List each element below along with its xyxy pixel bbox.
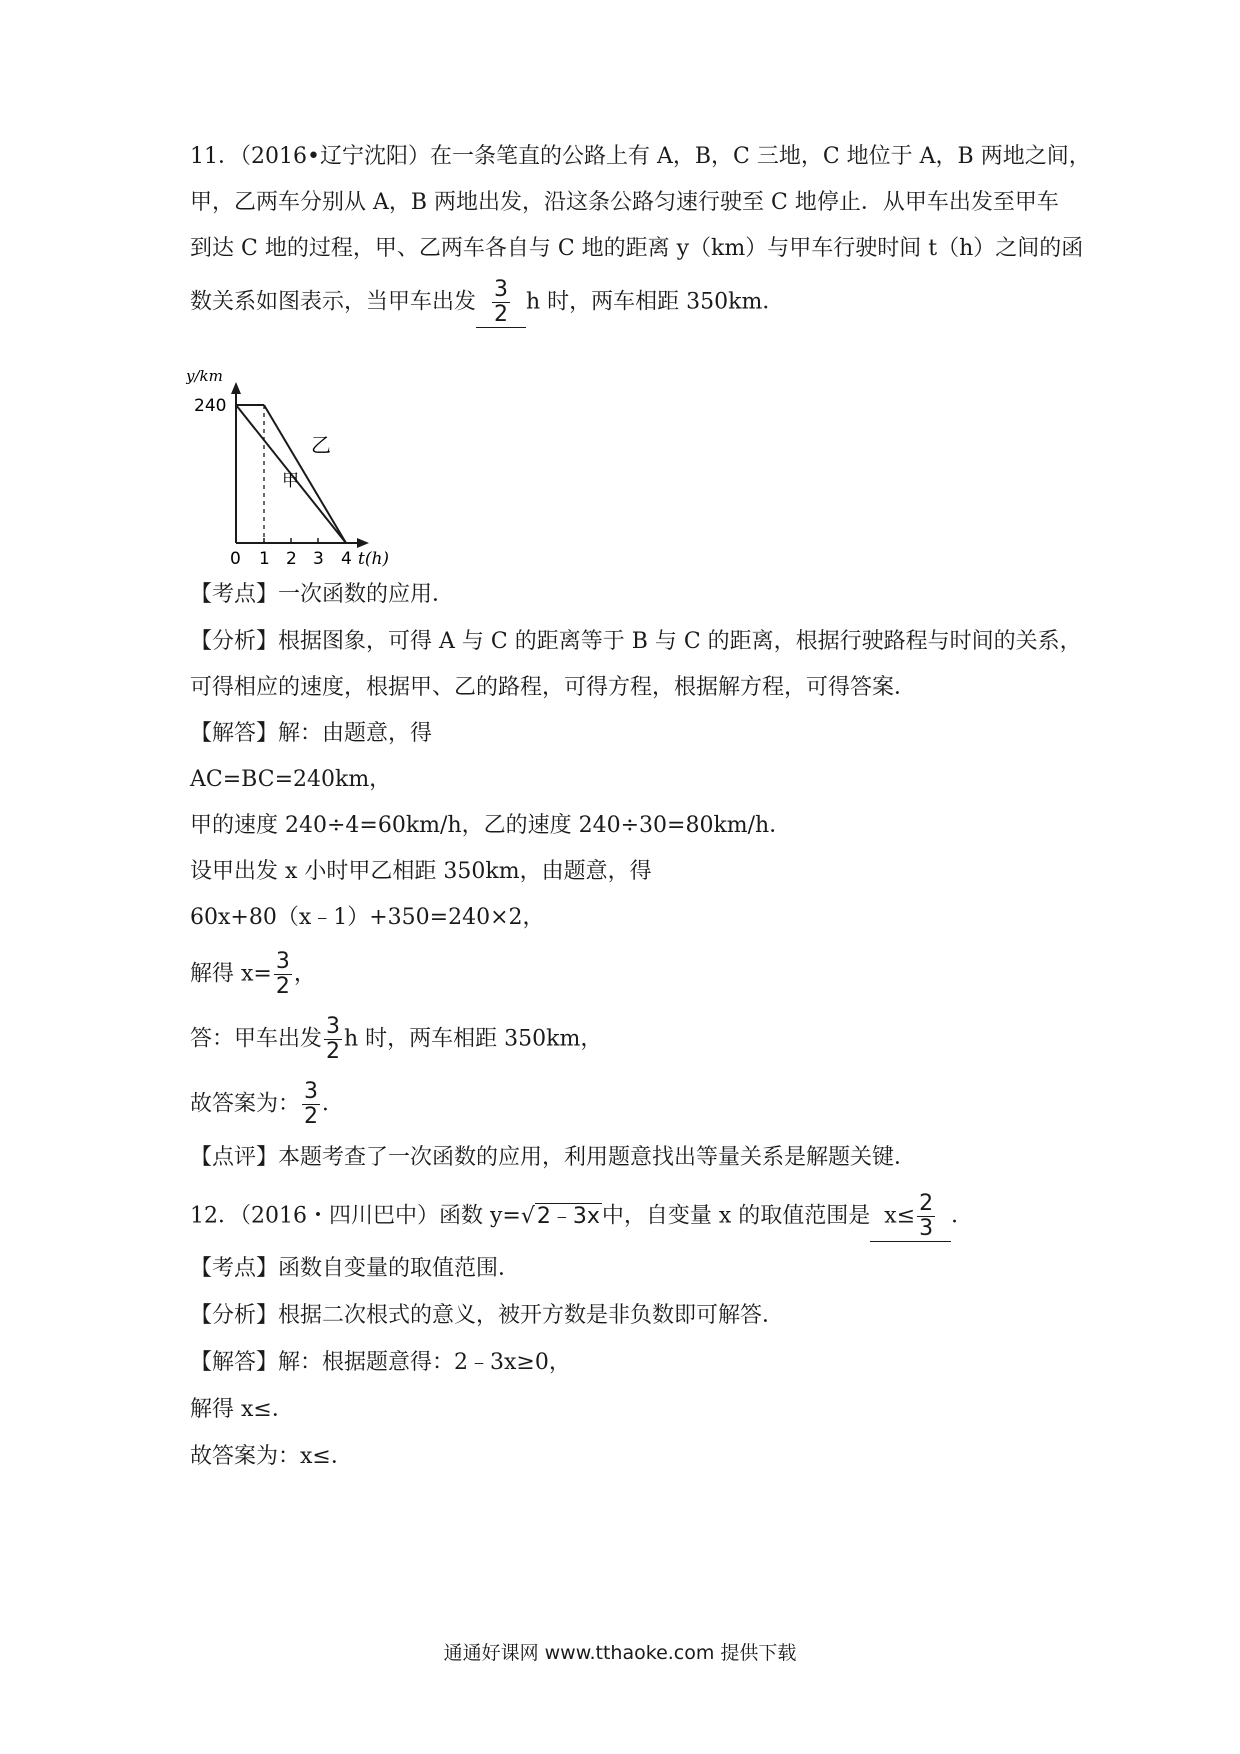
x-tick-label-4: 4 bbox=[341, 549, 352, 569]
answer-den: 2 bbox=[494, 302, 509, 327]
fraction-num: 3 bbox=[275, 949, 290, 974]
fraction-three-halves bbox=[274, 950, 292, 999]
label-jia: 甲 bbox=[282, 471, 299, 491]
q12-answer-blank bbox=[870, 1192, 951, 1242]
q11-step-3: 设甲出发 x 小时甲乙相距 350km，由题意，得 bbox=[190, 859, 652, 884]
q11-step-4: 60x+80（x﹣1）+350=240×2， bbox=[190, 905, 545, 930]
x-tick-label-0: 0 bbox=[230, 549, 241, 569]
q11-step-6 bbox=[190, 1015, 602, 1064]
q11-step-6-pre: 答：甲车出发 bbox=[190, 1026, 323, 1052]
q11-step-5-post: ， bbox=[293, 961, 316, 987]
q11-step-7-post: ． bbox=[322, 1091, 345, 1117]
q11-step-6-post: h 时，两车相距 350km， bbox=[344, 1026, 603, 1052]
q11-line-4 bbox=[190, 278, 784, 328]
q12-answer-x: x≤ bbox=[884, 1203, 916, 1229]
x-tick-label-1: 1 bbox=[259, 549, 270, 569]
page-footer: 通通好课网 www.tthaoke.com 提供下载 bbox=[443, 1642, 797, 1664]
sqrt-expression: √2﹣3x bbox=[520, 1203, 600, 1229]
q12-fenxi: 【分析】根据二次根式的意义，被开方数是非负数即可解答． bbox=[190, 1303, 785, 1328]
answer-blank bbox=[476, 278, 526, 328]
x-axis-arrow bbox=[357, 538, 369, 548]
q11-line-4-post: h 时，两车相距 350km． bbox=[526, 289, 785, 315]
q11-jieda: 【解答】解：由题意，得 bbox=[190, 721, 433, 746]
label-yi: 乙 bbox=[311, 433, 331, 457]
q11-step-2: 甲的速度 240÷4=60km/h，乙的速度 240÷30=80km/h． bbox=[190, 813, 792, 838]
x-tick-label-2: 2 bbox=[286, 549, 297, 569]
q12-post: ． bbox=[951, 1203, 974, 1229]
answer-num: 3 bbox=[494, 277, 509, 302]
q12-line-1 bbox=[190, 1192, 973, 1242]
line-yi bbox=[264, 405, 346, 543]
q12-mid: 中，自变量 x 的取值范围是 bbox=[601, 1203, 871, 1229]
q12-frac-den: 3 bbox=[919, 1216, 934, 1241]
q12-step-2: 故答案为：x≤． bbox=[190, 1444, 353, 1469]
fraction-den: 2 bbox=[275, 974, 290, 999]
q11-step-7-pre: 故答案为： bbox=[190, 1091, 301, 1117]
x-tick-label-3: 3 bbox=[313, 549, 324, 569]
fraction-three-halves bbox=[324, 1015, 342, 1064]
q11-line-3: 到达 C 地的过程，甲、乙两车各自与 C 地的距离 y（km）与甲车行驶时间 t（h）之间的函 bbox=[190, 236, 1084, 261]
q11-dianping: 【点评】本题考查了一次函数的应用，利用题意找出等量关系是解题关键． bbox=[190, 1145, 917, 1170]
fraction-num: 3 bbox=[326, 1014, 341, 1039]
answer-fraction bbox=[492, 278, 510, 327]
fraction-three-halves bbox=[302, 1080, 320, 1129]
q12-kaodian: 【考点】函数自变量的取值范围． bbox=[190, 1256, 521, 1281]
distance-time-graph bbox=[186, 368, 406, 578]
q11-step-1: AC=BC=240km， bbox=[190, 767, 392, 792]
q11-step-5 bbox=[190, 950, 316, 999]
q12-frac-num: 2 bbox=[919, 1191, 934, 1216]
y-axis-arrow bbox=[231, 382, 241, 394]
q12-pre: 12．（2016・四川巴中）函数 y= bbox=[190, 1203, 521, 1229]
fraction-den: 2 bbox=[304, 1104, 319, 1129]
q11-line-4-pre: 数关系如图表示，当甲车出发 bbox=[190, 289, 477, 315]
q12-step-1: 解得 x≤． bbox=[190, 1397, 294, 1422]
q11-fenxi-1: 【分析】根据图象，可得 A 与 C 的距离等于 B 与 C 的距离，根据行驶路程与时间的关系， bbox=[190, 629, 1082, 654]
q11-step-5-pre: 解得 x= bbox=[190, 961, 272, 987]
fraction-den: 2 bbox=[326, 1039, 341, 1064]
q11-kaodian: 【考点】一次函数的应用． bbox=[190, 582, 455, 607]
q11-step-7 bbox=[190, 1080, 344, 1129]
fraction-num: 3 bbox=[304, 1079, 319, 1104]
q11-fenxi-2: 可得相应的速度，根据甲、乙的路程，可得方程，根据解方程，可得答案． bbox=[190, 675, 917, 700]
q12-jieda: 【解答】解：根据题意得：2﹣3x≥0， bbox=[190, 1350, 571, 1375]
q11-line-2: 甲，乙两车分别从 A，B 两地出发，沿这条公路匀速行驶至 C 地停止．从甲车出发至甲车 bbox=[190, 190, 1059, 215]
x-axis-label: t(h) bbox=[358, 549, 390, 569]
radicand: 2﹣3x bbox=[536, 1203, 600, 1229]
q12-answer-fraction bbox=[917, 1192, 935, 1241]
y-label-240: 240 bbox=[194, 396, 227, 416]
y-axis-label: y/km bbox=[186, 368, 223, 385]
q11-line-1: 11．（2016•辽宁沈阳）在一条笔直的公路上有 A，B，C 三地，C 地位于 A，B 两地之间， bbox=[190, 144, 1091, 169]
